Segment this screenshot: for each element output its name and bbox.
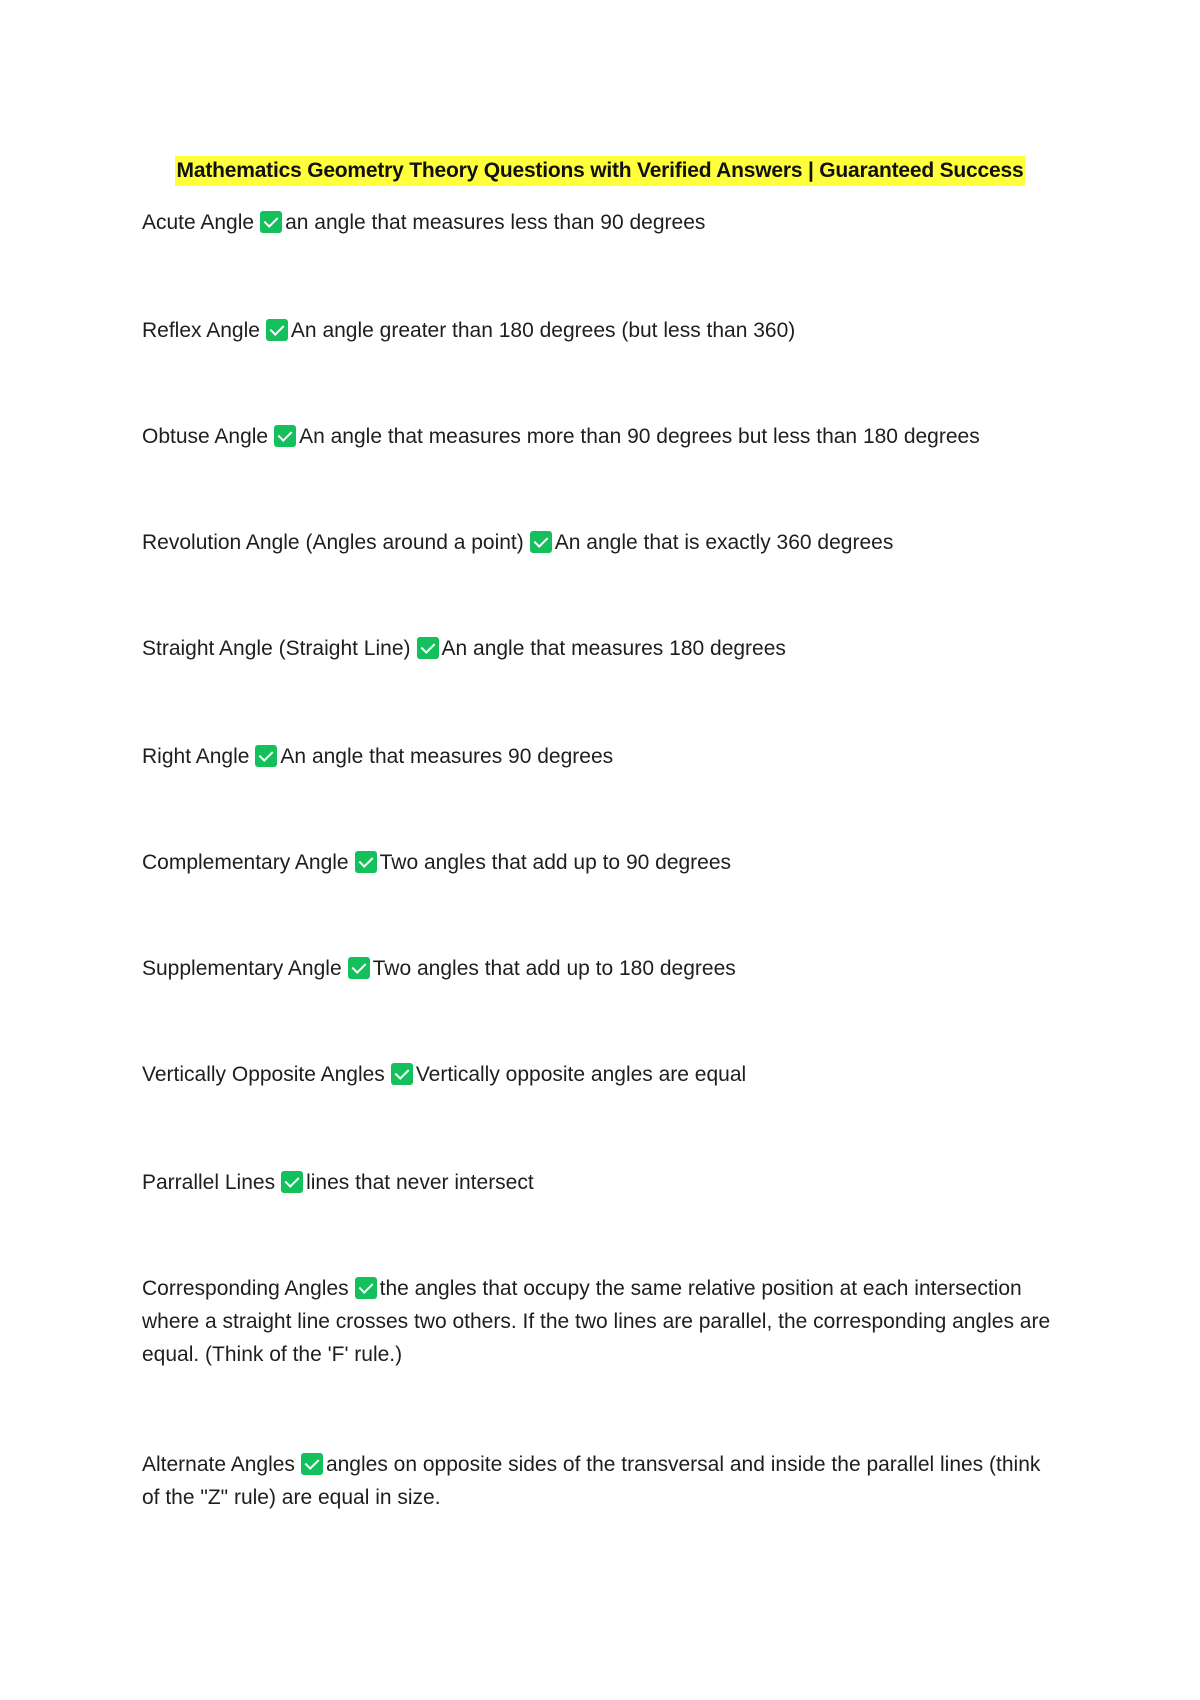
title-wrap <box>0 156 1200 186</box>
entry-reflex-angle <box>142 314 1062 347</box>
entry-definition: Two angles that add up to 180 degrees <box>372 957 736 980</box>
entry-right-angle <box>142 740 1062 773</box>
entry-definition: lines that never intersect <box>306 1171 534 1194</box>
check-mark-icon <box>301 1453 323 1475</box>
entry-term: Complementary Angle <box>142 851 349 874</box>
document-title: Mathematics Geometry Theory Questions with Verified Answers | Guaranteed Success <box>175 156 1026 186</box>
entry-definition: An angle that is exactly 360 degrees <box>554 531 894 554</box>
entry-term: Parrallel Lines <box>142 1171 276 1194</box>
entry-term: Right Angle <box>142 745 250 768</box>
entry-term: Straight Angle (Straight Line) <box>142 637 411 660</box>
entry-supplementary-angle <box>142 952 1062 985</box>
check-mark-icon <box>260 211 282 233</box>
entry-definition: An angle that measures 180 degrees <box>441 637 786 660</box>
check-mark-icon <box>355 851 377 873</box>
entry-acute-angle <box>142 206 1062 239</box>
entry-obtuse-angle <box>142 420 1062 453</box>
entry-term: Reflex Angle <box>142 319 260 342</box>
entry-alternate-angles <box>142 1448 1062 1514</box>
entry-definition: An angle that measures more than 90 degrees but less than 180 degrees <box>299 425 980 448</box>
entry-definition: An angle that measures 90 degrees <box>280 745 614 768</box>
check-mark-icon <box>274 425 296 447</box>
check-mark-icon <box>417 637 439 659</box>
entry-corresponding-angles <box>142 1272 1062 1371</box>
check-mark-icon <box>348 957 370 979</box>
entry-definition: Vertically opposite angles are equal <box>415 1063 747 1086</box>
entry-term: Alternate Angles <box>142 1453 295 1476</box>
entry-straight-angle <box>142 632 1062 665</box>
entry-complementary-angle <box>142 846 1062 879</box>
check-mark-icon <box>255 745 277 767</box>
entry-definition: Two angles that add up to 90 degrees <box>379 851 732 874</box>
check-mark-icon <box>391 1063 413 1085</box>
entry-term: Vertically Opposite Angles <box>142 1063 385 1086</box>
entry-definition: the angles that occupy the same relative position at each intersection where a straight line crosses two others. If the two lines are parallel, the corresponding angles are equal. (Think of the 'F' rule.) <box>142 1277 1051 1366</box>
entry-term: Acute Angle <box>142 211 255 234</box>
entry-term: Obtuse Angle <box>142 425 269 448</box>
entry-term: Corresponding Angles <box>142 1277 349 1300</box>
entry-parrallel-lines <box>142 1166 1062 1199</box>
check-mark-icon <box>355 1277 377 1299</box>
check-mark-icon <box>530 531 552 553</box>
entry-definition: angles on opposite sides of the transversal and inside the parallel lines (think of the "Z" rule) are equal in size. <box>142 1453 1041 1509</box>
entry-vertically-opposite-angles <box>142 1058 1062 1091</box>
entry-term: Supplementary Angle <box>142 957 342 980</box>
entry-revolution-angle <box>142 526 1062 559</box>
entry-definition: An angle greater than 180 degrees (but less than 360) <box>290 319 796 342</box>
check-mark-icon <box>281 1171 303 1193</box>
entry-term: Revolution Angle (Angles around a point) <box>142 531 524 554</box>
entry-definition: an angle that measures less than 90 degrees <box>285 211 706 234</box>
check-mark-icon <box>266 319 288 341</box>
